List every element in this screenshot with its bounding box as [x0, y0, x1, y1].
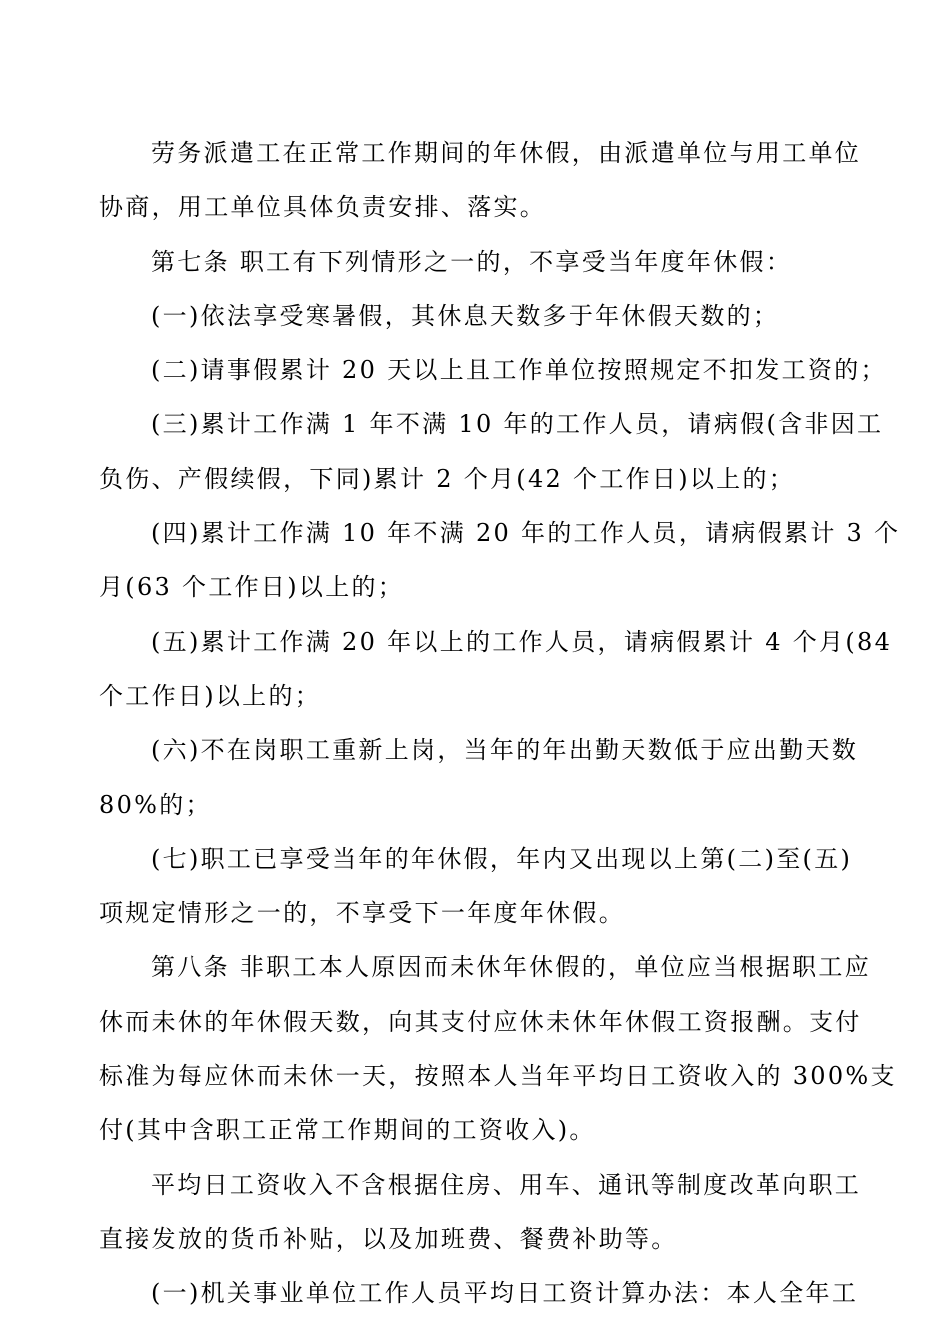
text-line: 休而未休的年休假天数，向其支付应休未休年休假工资报酬。支付 [99, 1007, 862, 1036]
list-item-2 [99, 343, 887, 397]
text-line: (一)机关事业单位工作人员平均日工资计算办法：本人全年工 [151, 1279, 859, 1308]
text-line: 直接发放的货币补贴，以及加班费、餐费补助等。 [99, 1224, 678, 1253]
list-item-5 [99, 615, 893, 724]
text-line: 第七条 职工有下列情形之一的，不享受当年度年休假： [151, 247, 793, 276]
list-item-3 [99, 397, 884, 506]
text-line: (四)累计工作满 10 年不满 20 年的工作人员，请病假累计 3 个 [151, 519, 901, 548]
text-line: (一)依法享受寒暑假，其休息天数多于年休假天数的； [151, 301, 780, 330]
text-line: 标准为每应休而未休一天，按照本人当年平均日工资收入的 300%支 [99, 1062, 897, 1091]
paragraph-article-8 [99, 940, 897, 1157]
text-line: 项规定情形之一的，不享受下一年度年休假。 [99, 899, 625, 928]
paragraph-dispatch-workers [99, 126, 862, 235]
list-item-4 [99, 506, 901, 615]
paragraph-daily-wage-definition [99, 1158, 862, 1267]
text-line: (六)不在岗职工重新上岗，当年的年出勤天数低于应出勤天数 [151, 736, 859, 765]
text-line: (七)职工已享受当年的年休假，年内又出现以上第(二)至(五) [151, 844, 853, 873]
text-line: 协商，用工单位具体负责安排、落实。 [99, 193, 547, 222]
text-line: 平均日工资收入不含根据住房、用车、通讯等制度改革向职工 [151, 1170, 862, 1199]
text-line: 劳务派遣工在正常工作期间的年休假，由派遣单位与用工单位 [151, 139, 862, 167]
text-line: 付(其中含职工正常工作期间的工资收入)。 [99, 1116, 596, 1145]
text-line: 个工作日)以上的； [99, 681, 322, 710]
text-line: 第八条 非职工本人原因而未休年休假的，单位应当根据职工应 [151, 953, 872, 982]
list-item-6 [99, 723, 859, 832]
text-line: 负伤、产假续假，下同)累计 2 个月(42 个工作日)以上的； [99, 464, 796, 493]
text-line: (五)累计工作满 20 年以上的工作人员，请病假累计 4 个月(84 [151, 627, 893, 656]
paragraph-article-7 [99, 235, 855, 289]
list-item-1 [99, 289, 855, 343]
text-line: 月(63 个工作日)以上的； [99, 573, 405, 602]
text-line: (二)请事假累计 20 天以上且工作单位按照规定不扣发工资的； [151, 356, 887, 385]
text-line: 80%的； [99, 790, 212, 819]
document-body [99, 126, 901, 1321]
list-item-7 [99, 832, 855, 941]
text-line: (三)累计工作满 1 年不满 10 年的工作人员，请病假(含非因工 [151, 410, 884, 439]
list-item-calculation-1 [99, 1266, 859, 1320]
